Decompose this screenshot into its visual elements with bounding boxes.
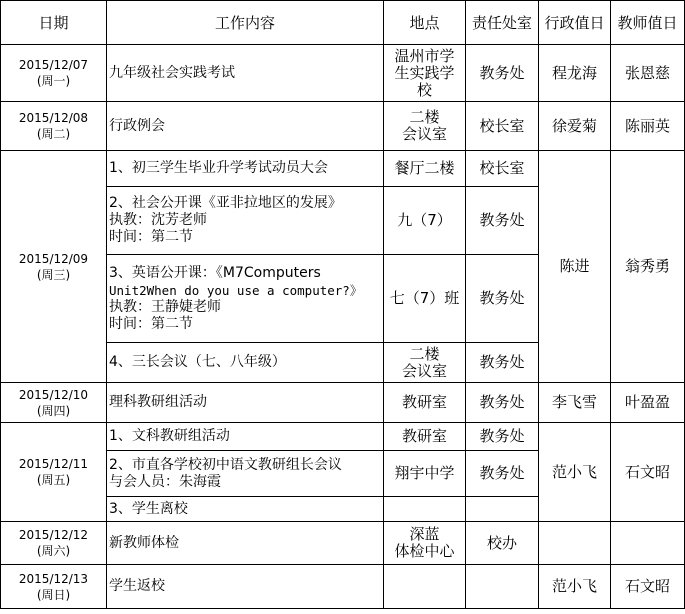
- place-cell: [384, 343, 466, 383]
- dept-cell: 校长室: [466, 151, 539, 187]
- teacher-duty-cell: 张恩慈: [611, 45, 685, 102]
- header-row: [1, 1, 685, 45]
- date-cell: [1, 151, 107, 383]
- date-cell: [1, 565, 107, 609]
- dept-cell: 教务处: [466, 45, 539, 102]
- teacher-duty-cell: [611, 522, 685, 565]
- dept-cell: 教务处: [466, 383, 539, 423]
- admin-duty-cell: 徐爱菊: [539, 102, 611, 151]
- table-row: [1, 45, 685, 102]
- weekday-text: (周六): [36, 544, 71, 558]
- teacher-duty-cell: 翁秀勇: [611, 151, 685, 383]
- teacher-duty-cell: 陈丽英: [611, 102, 685, 151]
- admin-duty-cell: 程龙海: [539, 45, 611, 102]
- table-row: [1, 522, 685, 565]
- dept-cell: 校长室: [466, 102, 539, 151]
- place-cell: 九（7）: [384, 187, 466, 255]
- table-row: [1, 383, 685, 423]
- place-line: 生实践学: [394, 63, 455, 82]
- place-cell: 教研室: [384, 423, 466, 451]
- weekday-text: (周一): [36, 74, 71, 88]
- header-teacher-duty: 教师值日: [611, 1, 685, 45]
- table-row: [1, 423, 685, 451]
- date-cell: [1, 522, 107, 565]
- date-text: 2015/12/13: [18, 571, 89, 586]
- weekday-text: (周四): [36, 403, 71, 418]
- teacher-duty-cell: 石文昭: [611, 565, 685, 609]
- place-line: 温州市学: [394, 46, 455, 65]
- place-cell: [384, 565, 466, 609]
- dept-cell: 教务处: [466, 451, 539, 497]
- place-cell: 翔宇中学: [384, 451, 466, 497]
- admin-duty-cell: [539, 522, 611, 565]
- place-line: 二楼: [409, 108, 440, 126]
- place-line: 会议室: [401, 361, 447, 380]
- place-line: 校: [416, 80, 432, 99]
- content-cell: 3、学生离校: [107, 497, 384, 522]
- place-line: 会议室: [401, 125, 447, 143]
- place-cell: 教研室: [384, 383, 466, 423]
- place-line: 二楼: [409, 344, 440, 363]
- dept-cell: 教务处: [466, 423, 539, 451]
- place-line: 体检中心: [394, 542, 455, 560]
- teacher-duty-cell: 叶盈盈: [611, 383, 685, 423]
- content-cell: 新教师体检: [107, 522, 384, 565]
- date-cell: [1, 45, 107, 102]
- place-cell: [384, 102, 466, 151]
- date-text: 2015/12/10: [18, 387, 89, 402]
- dept-cell: [466, 565, 539, 609]
- place-cell: [384, 522, 466, 565]
- content-line: 执教：王静婕老师: [109, 298, 221, 315]
- header-admin-duty: 行政值日: [539, 1, 611, 45]
- dept-cell: 教务处: [466, 187, 539, 255]
- place-cell: 餐厅二楼: [384, 151, 466, 187]
- weekday-text: (周三): [36, 267, 71, 282]
- content-cell: 1、文科教研组活动: [107, 423, 384, 451]
- content-line: 执教：沈芳老师: [109, 212, 207, 228]
- date-text: 2015/12/07: [18, 58, 89, 72]
- date-cell: [1, 383, 107, 423]
- admin-duty-cell: 范小飞: [539, 565, 611, 609]
- admin-duty-cell: 陈进: [539, 151, 611, 383]
- teacher-duty-cell: 石文昭: [611, 423, 685, 522]
- table-row: [1, 102, 685, 151]
- date-text: 2015/12/08: [18, 111, 89, 125]
- date-text: 2015/12/11: [18, 457, 89, 471]
- table-row: [1, 565, 685, 609]
- date-text: 2015/12/09: [18, 251, 89, 266]
- content-line: Unit2When do you use a computer?》: [109, 282, 363, 298]
- header-dept: 责任处室: [466, 1, 539, 45]
- content-cell: 理科教研组活动: [107, 383, 384, 423]
- place-cell: [384, 45, 466, 102]
- weekday-text: (周二): [36, 127, 71, 141]
- header-place: 地点: [384, 1, 466, 45]
- weekday-text: (周日): [36, 587, 71, 602]
- content-cell: 1、初三学生毕业升学考试动员大会: [107, 151, 384, 187]
- header-date: 日期: [1, 1, 107, 45]
- content-cell: [107, 187, 384, 255]
- admin-duty-cell: 李飞雪: [539, 383, 611, 423]
- content-cell: 4、三长会议（七、八年级）: [107, 343, 384, 383]
- place-cell: 七（7）班: [384, 255, 466, 343]
- table-row: [1, 151, 685, 187]
- content-line: 2、社会公开课《亚非拉地区的发展》: [109, 195, 342, 211]
- content-line: 3、英语公开课：《M7Computers: [109, 264, 321, 281]
- content-line: 时间：第二节: [109, 229, 193, 245]
- dept-cell: 教务处: [466, 255, 539, 343]
- content-line: 2、市直各学校初中语文教研组长会议: [109, 456, 342, 473]
- weekday-text: (周五): [36, 473, 71, 487]
- content-cell: 九年级社会实践考试: [107, 45, 384, 102]
- admin-duty-cell: 范小飞: [539, 423, 611, 522]
- date-text: 2015/12/12: [18, 528, 89, 542]
- dept-cell: 教务处: [466, 343, 539, 383]
- place-line: 深蓝: [409, 525, 440, 543]
- dept-cell: 校办: [466, 522, 539, 565]
- date-cell: [1, 423, 107, 522]
- content-line: 与会人员：朱海霞: [109, 473, 221, 490]
- dept-cell: [466, 497, 539, 522]
- content-cell: 行政例会: [107, 102, 384, 151]
- content-cell: [107, 451, 384, 497]
- content-cell: [107, 255, 384, 343]
- header-content: 工作内容: [107, 1, 384, 45]
- date-cell: [1, 102, 107, 151]
- place-cell: [384, 497, 466, 522]
- content-line: 时间：第二节: [109, 315, 193, 332]
- content-cell: 学生返校: [107, 565, 384, 609]
